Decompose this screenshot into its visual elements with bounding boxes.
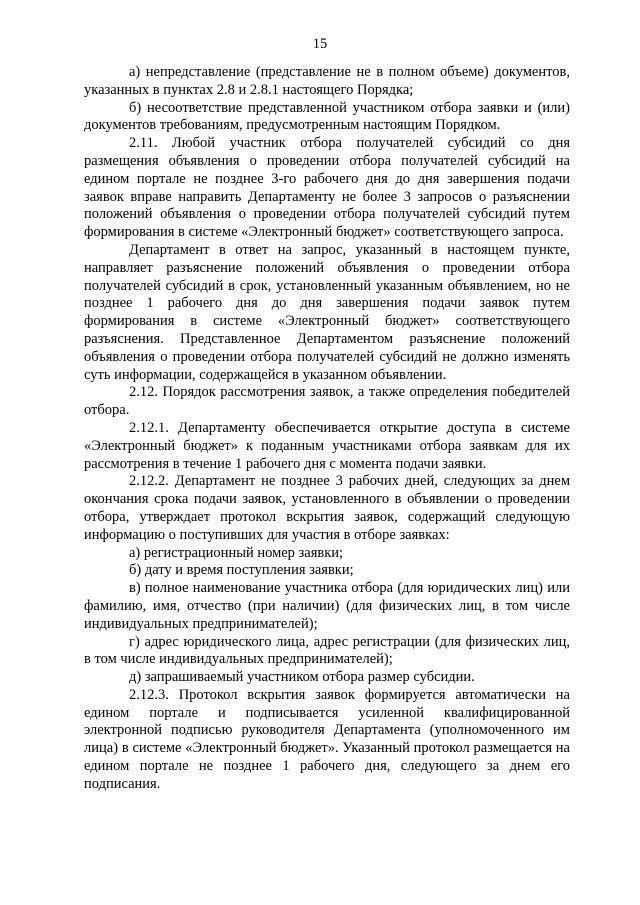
document-body [84,64,570,794]
paragraph-item-a-nonsubmission: а) непредставление (представление не в полном объеме) документов, указанных в пунктах 2.8 и 2.8.1 настоящего Порядка; [84,64,570,98]
list-item-g-address: г) адрес юридического лица, адрес регистрации (для физических лиц, в том числе индивидуальных предпринимателей); [84,633,570,668]
paragraph-item-b-noncompliance: б) несоответствие представленной участником отбора заявки и (или) документов требованиям, предусмотренным настоящим Порядком. [84,99,570,134]
paragraph-2-12-1: 2.12.1. Департаменту обеспечивается открытие доступа в системе «Электронный бюджет» к поданным участниками отбора заявкам для их рассмотрения в течение 1 рабочего дня с момента подачи заявки. [84,419,570,472]
list-item-b-date-time: б) дату и время поступления заявки; [129,562,354,579]
paragraph-department-response: Департамент в ответ на запрос, указанный в настоящем пункте, направляет разъяснение положений объявления о проведении отбора получателей субсидий в срок, установленный указанным объявлением, но не позднее 1 рабочего дня до дня завершения подачи заявок путем формирования в системе «Электронный бюджет» соответствующего разъяснения. Представленное Департаментом разъяснение положений объявления о проведении отбора получателей субсидий не должно изменять суть информации, содержащейся в указанном объявлении. [84,241,570,383]
list-item-d-subsidy-amount: д) запрашиваемый участником отбора размер субсидии. [129,669,475,686]
page-number: 15 [312,36,328,52]
paragraph-2-12-3: 2.12.3. Протокол вскрытия заявок формируется автоматически на едином портале и подписывается усиленной квалифицированной электронной подписью руководителя Департамента (уполномоченного им лица) в системе «Электронный бюджет». Указанный протокол размещается на едином портале не позднее 1 рабочего дня, следующего за днем его подписания. [84,686,570,792]
paragraph-2-11: 2.11. Любой участник отбора получателей субсидий со дня размещения объявления о проведении отбора получателей субсидий на едином портале не позднее 3-го рабочего дня до дня завершения подачи заявок вправе направить Департаменту не более 3 запросов о разъяснении положений объявления о проведении отбора получателей субсидий путем формирования в системе «Электронный бюджет» соответствующего запроса. [84,135,570,241]
list-item-v-full-name: в) полное наименование участника отбора (для юридических лиц) или фамилию, имя, отчество (при наличии) (для физических лиц, в том числе индивидуальных предпринимателей); [84,580,570,632]
list-item-a-registration-number: а) регистрационный номер заявки; [129,544,344,561]
paragraph-2-12: 2.12. Порядок рассмотрения заявок, а также определения победителей отбора. [84,384,570,419]
paragraph-2-12-2: 2.12.2. Департамент не позднее 3 рабочих дней, следующих за днем окончания срока подачи заявок, установленного в объявлении о проведении отбора, утверждает протокол вскрытия заявок, содержащий следующую информацию о поступивших для участия в отборе заявках: [84,473,570,543]
